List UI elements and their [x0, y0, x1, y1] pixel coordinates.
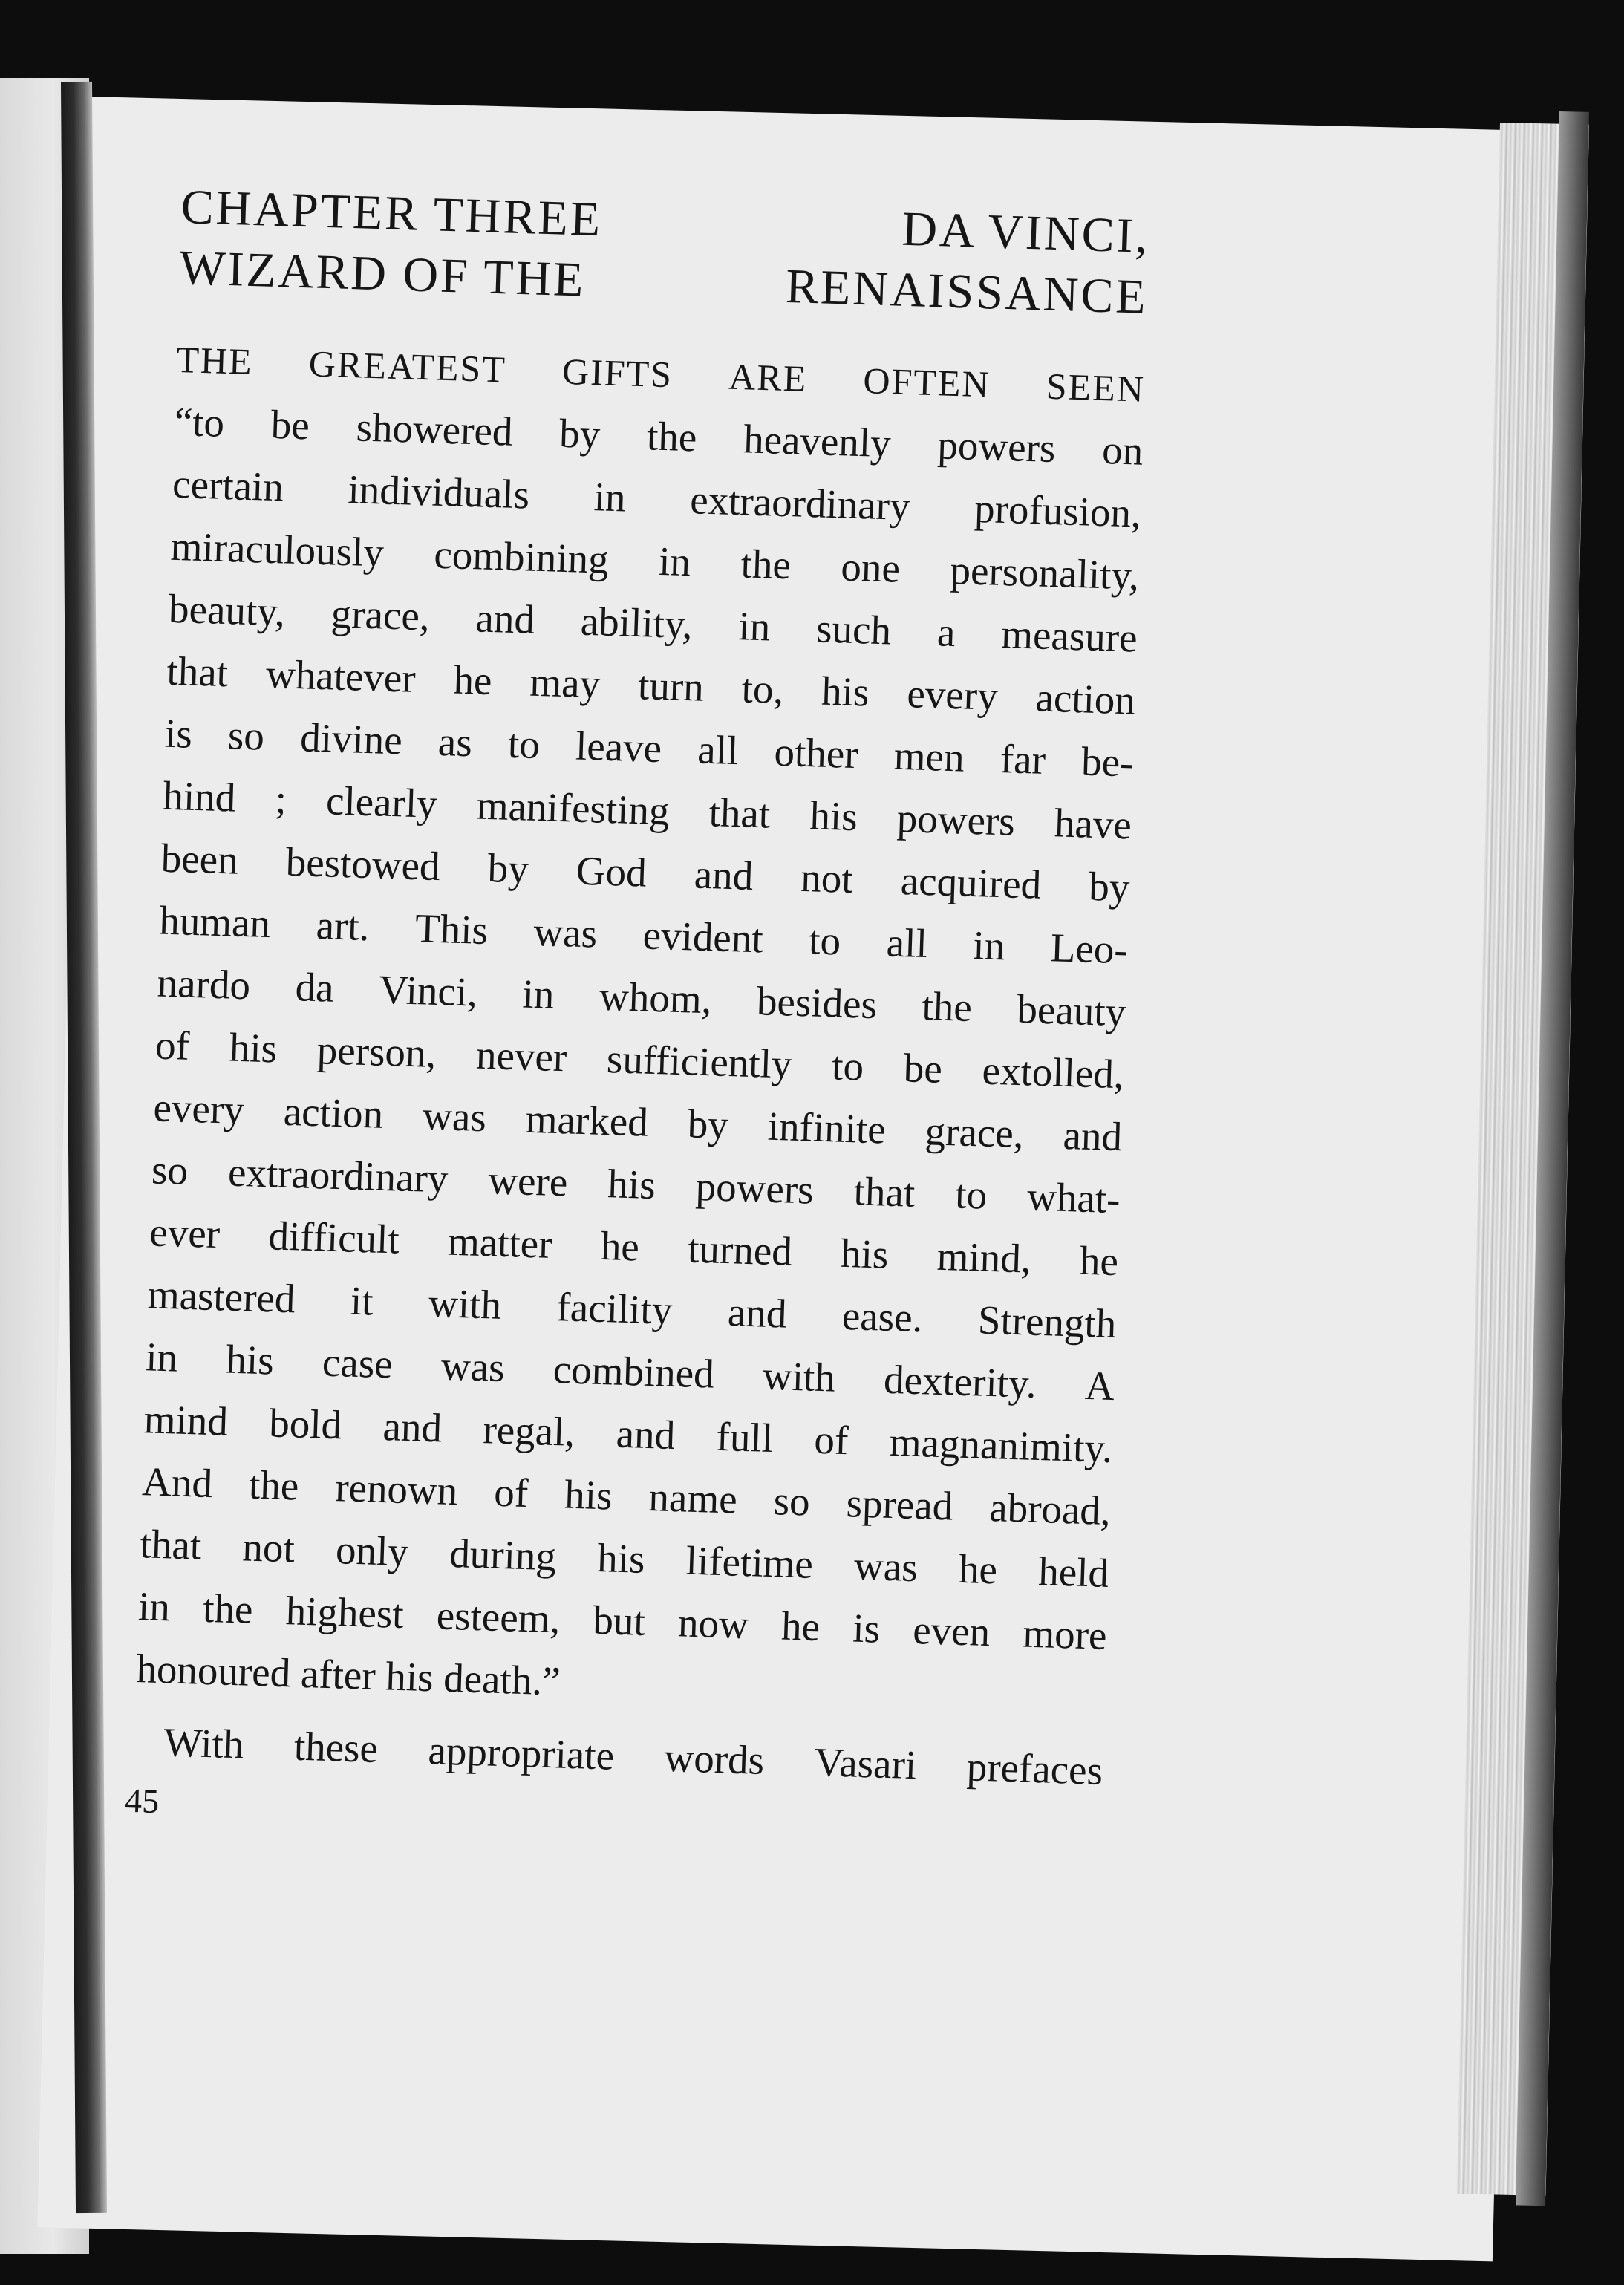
text-line: nardo da Vinci, in whom, besides the beauty — [156, 959, 1127, 1035]
chapter-number: CHAPTER THREE — [180, 179, 604, 247]
text-line: in the highest esteem, but now he is even more — [137, 1583, 1108, 1658]
text-line: honoured after his death.” — [135, 1646, 561, 1704]
chapter-title-part-3: RENAISSANCE — [785, 258, 1149, 325]
page-number: 45 — [124, 1781, 160, 1821]
text-line: miraculously combining in the one personality, — [169, 523, 1141, 599]
text-line: been bestowed by God and not acquired by — [160, 835, 1131, 910]
text-line: hind ; clearly manifesting that his powers have — [162, 772, 1132, 848]
text-line: mastered it with facility and ease. Strength — [147, 1271, 1118, 1347]
text-line: mind bold and regal, and full of magnanimity. — [143, 1396, 1114, 1472]
text-line: every action was marked by infinite grace, and — [152, 1084, 1124, 1160]
text-line: human art. This was evident to all in Leo- — [158, 897, 1129, 973]
text-line: that whatever he may turn to, his every action — [166, 648, 1136, 723]
text-line: in his case was combined with dexterity. A — [145, 1334, 1115, 1409]
text-line: that not only during his lifetime was he held — [139, 1521, 1110, 1596]
text-line: so extraordinary were his powers that to what- — [151, 1147, 1121, 1222]
text-line: beauty, grace, and ability, in such a measure — [168, 585, 1138, 661]
text-line: certain individuals in extraordinary profusion, — [172, 460, 1142, 536]
page-text — [124, 177, 1151, 1853]
text-line: “to be showered by the heavenly powers on — [174, 398, 1144, 474]
text-line: ever difficult matter he turned his mind, he — [149, 1209, 1119, 1285]
paragraph-1 — [135, 328, 1146, 1730]
text-line: With these appropriate words Vasari prefaces — [163, 1719, 1103, 1793]
text-line: is so divine as to leave all other men far be- — [164, 710, 1135, 786]
text-line: THE GREATEST GIFTS ARE OFTEN SEEN — [175, 338, 1146, 410]
text-line: And the renown of his name so spread abroad, — [141, 1458, 1112, 1534]
text-line: of his person, never sufficiently to be extolled, — [154, 1022, 1125, 1098]
chapter-title-part-1: DA VINCI, — [901, 201, 1151, 264]
chapter-title-part-2: WIZARD OF THE — [178, 240, 587, 307]
